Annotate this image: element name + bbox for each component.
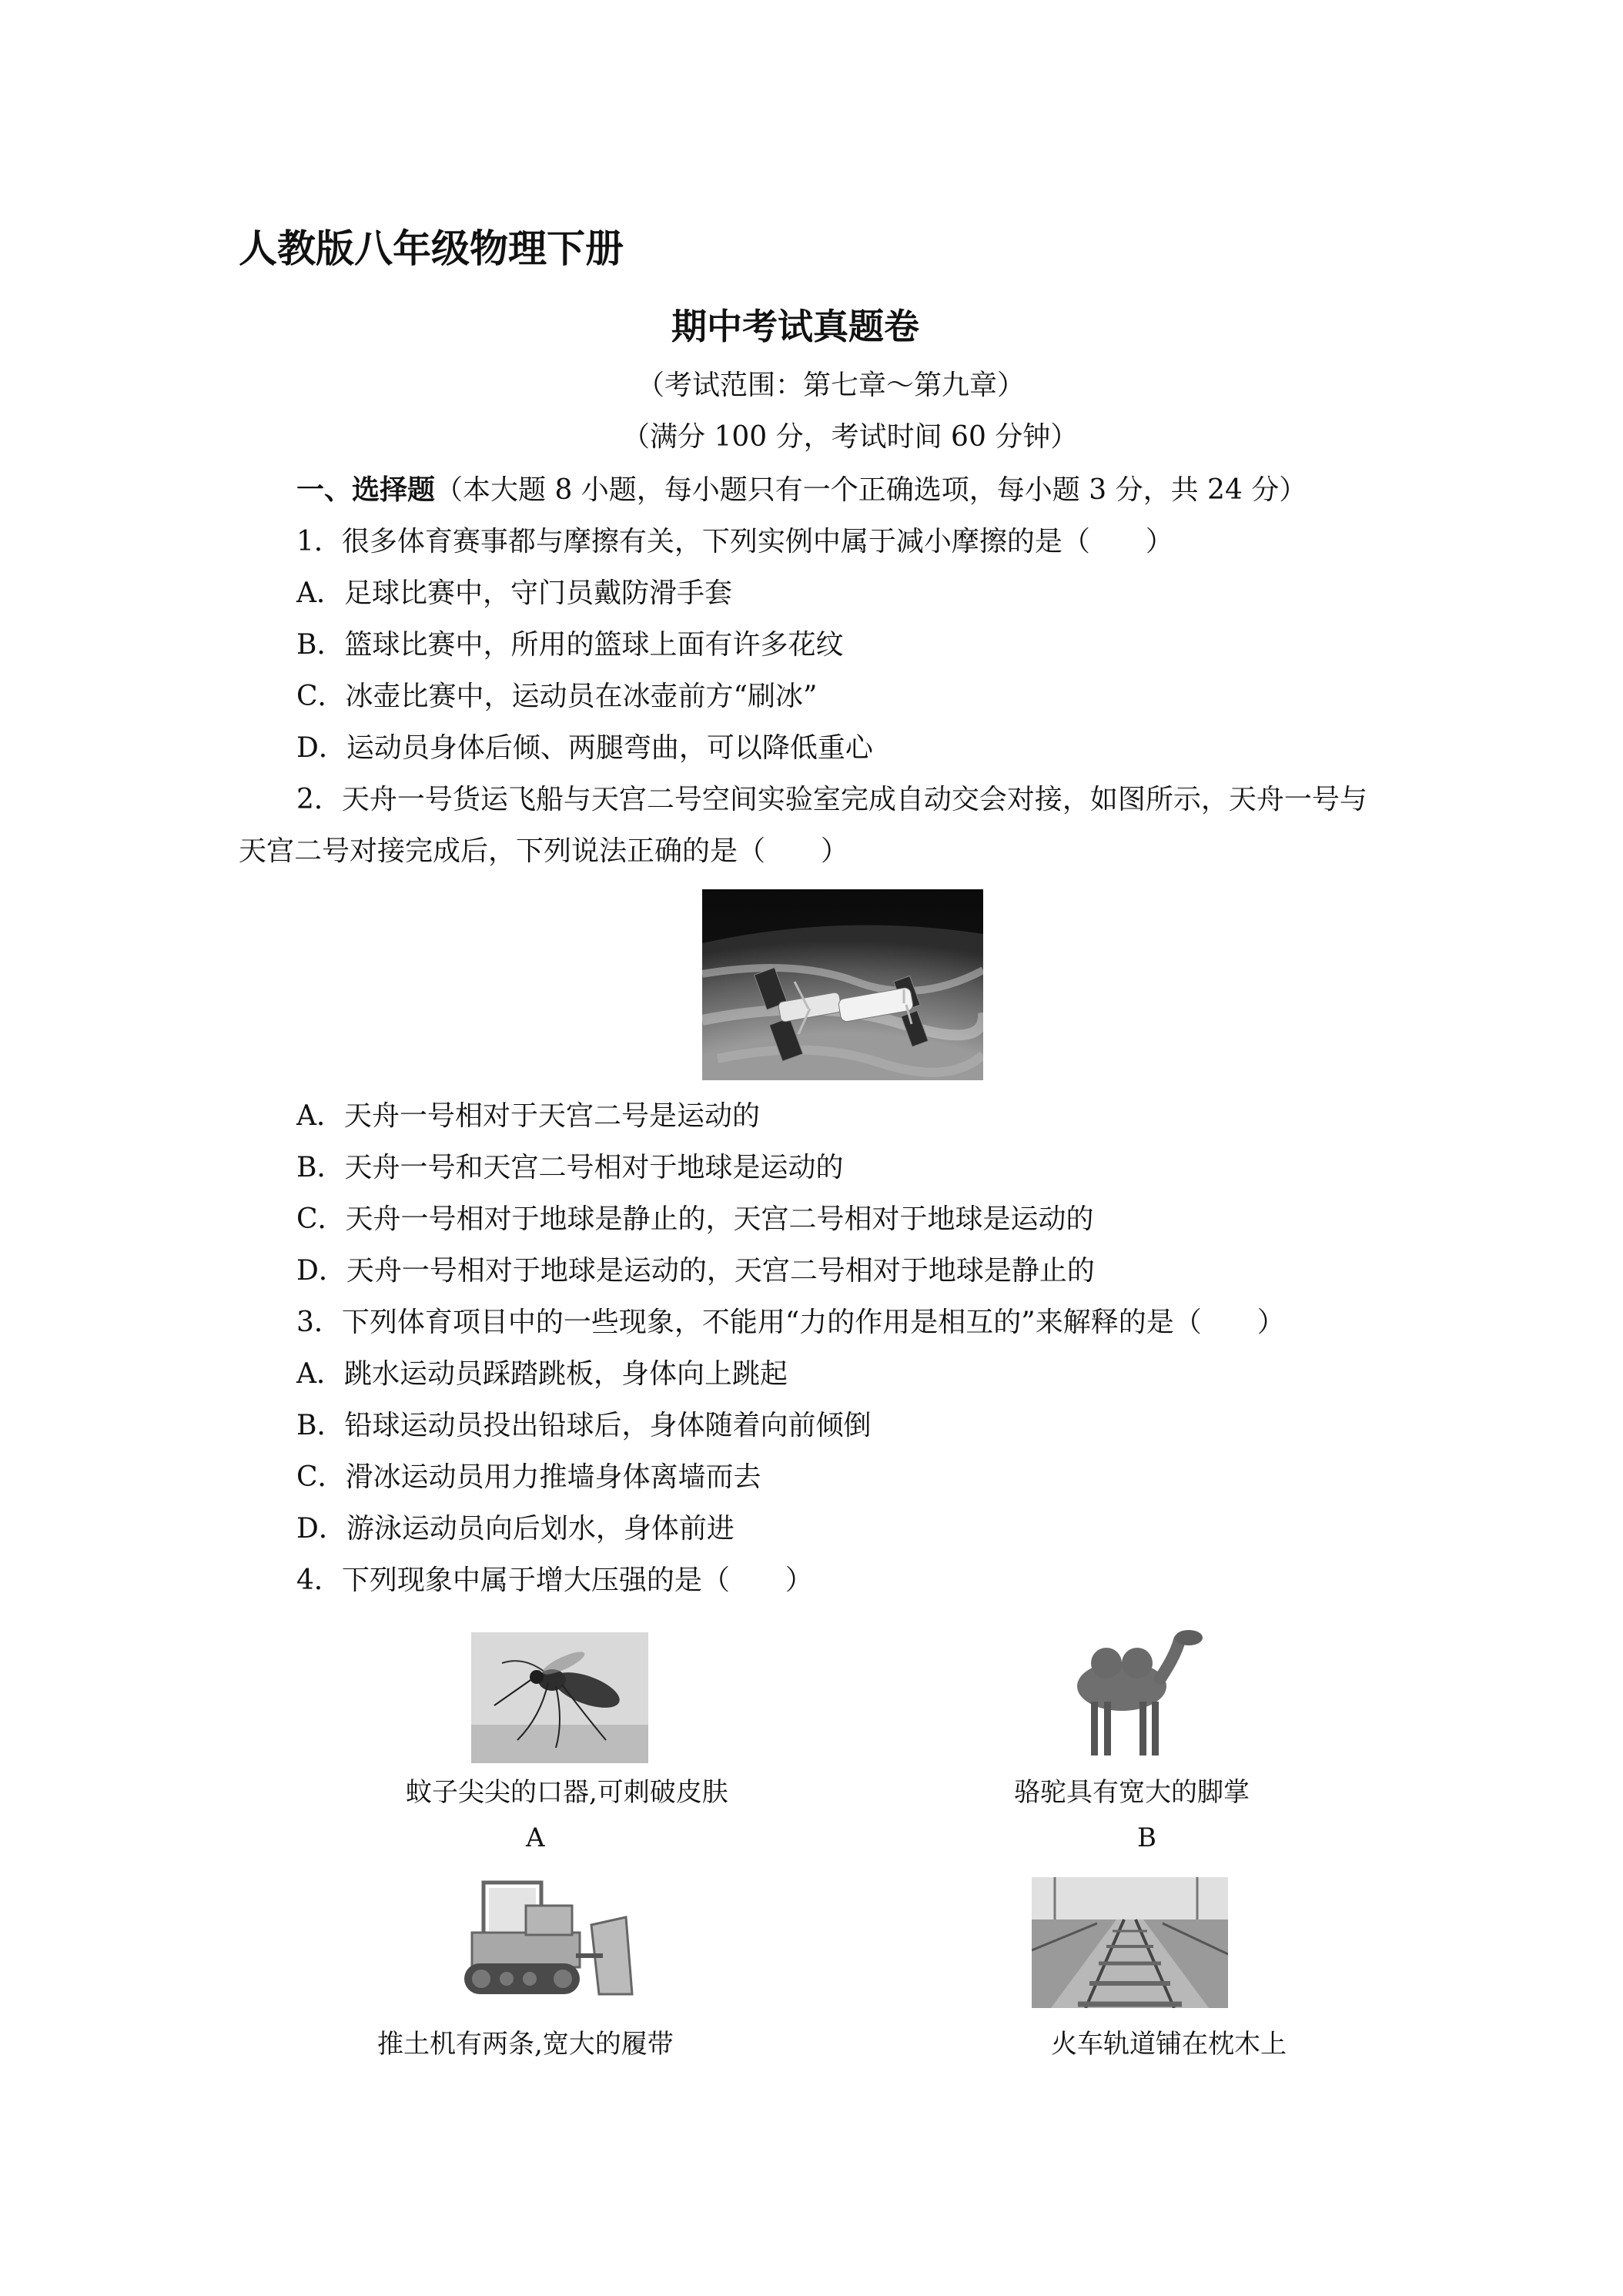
q2-stem-line2: 天宫二号对接完成后，下列说法正确的是（ ） xyxy=(239,835,849,867)
bulldozer-photo xyxy=(449,1871,637,2006)
q2-option-c: C．天舟一号相对于地球是静止的，天宫二号相对于地球是运动的 xyxy=(296,1203,1094,1235)
exam-score-time: （满分 100 分，考试时间 60 分钟） xyxy=(622,421,1079,453)
q4-letter-a: A xyxy=(526,1822,545,1853)
q4-letter-b: B xyxy=(1137,1822,1156,1853)
section-label: 一、选择题 xyxy=(296,474,436,506)
q3-stem: 3．下列体育项目中的一些现象，不能用“力的作用是相互的”来解释的是（ ） xyxy=(296,1307,1285,1338)
q3-option-a: A．跳水运动员踩踏跳板，身体向上跳起 xyxy=(296,1358,788,1390)
q2-option-b: B．天舟一号和天宫二号相对于地球是运动的 xyxy=(296,1152,844,1183)
q4-caption-a: 蚊子尖尖的口器,可刺破皮肤 xyxy=(406,1777,728,1808)
mosquito-photo xyxy=(471,1632,648,1763)
exam-title: 期中考试真题卷 xyxy=(671,306,919,347)
q2-stem-line1: 2．天舟一号货运飞船与天宫二号空间实验室完成自动交会对接，如图所示，天舟一号与 xyxy=(296,784,1367,815)
q1-option-a: A．足球比赛中，守门员戴防滑手套 xyxy=(296,577,732,609)
q1-option-b: B．篮球比赛中，所用的篮球上面有许多花纹 xyxy=(296,629,844,661)
q3-option-d: D．游泳运动员向后划水，身体前进 xyxy=(296,1513,735,1545)
space-station-photo xyxy=(702,889,983,1080)
railway-photo xyxy=(1032,1877,1228,2008)
q2-option-a: A．天舟一号相对于天宫二号是运动的 xyxy=(296,1100,760,1132)
q4-caption-c: 推土机有两条,宽大的履带 xyxy=(377,2029,674,2060)
q4-stem: 4．下列现象中属于增大压强的是（ ） xyxy=(296,1565,813,1596)
section-heading xyxy=(296,473,1307,508)
q1-stem: 1．很多体育赛事都与摩擦有关，下列实例中属于减小摩擦的是（ ） xyxy=(296,526,1173,557)
q1-option-d: D．运动员身体后倾、两腿弯曲，可以降低重心 xyxy=(296,732,873,764)
q4-caption-b: 骆驼具有宽大的脚掌 xyxy=(1014,1777,1250,1808)
q2-option-d: D．天舟一号相对于地球是运动的，天宫二号相对于地球是静止的 xyxy=(296,1255,1095,1287)
section-desc: （本大题 8 小题，每小题只有一个正确选项，每小题 3 分，共 24 分） xyxy=(435,474,1307,506)
q4-caption-d: 火车轨道铺在枕木上 xyxy=(1051,2029,1287,2060)
q3-option-b: B．铅球运动员投出铅球后，身体随着向前倾倒 xyxy=(296,1410,872,1441)
camel-photo xyxy=(1049,1621,1218,1763)
series-title: 人教版八年级物理下册 xyxy=(239,226,624,271)
q3-option-c: C．滑冰运动员用力推墙身体离墙而去 xyxy=(296,1461,761,1493)
q1-option-c: C．冰壶比赛中，运动员在冰壶前方“刷冰” xyxy=(296,681,818,712)
exam-scope: （考试范围：第七章～第九章） xyxy=(637,370,1026,401)
